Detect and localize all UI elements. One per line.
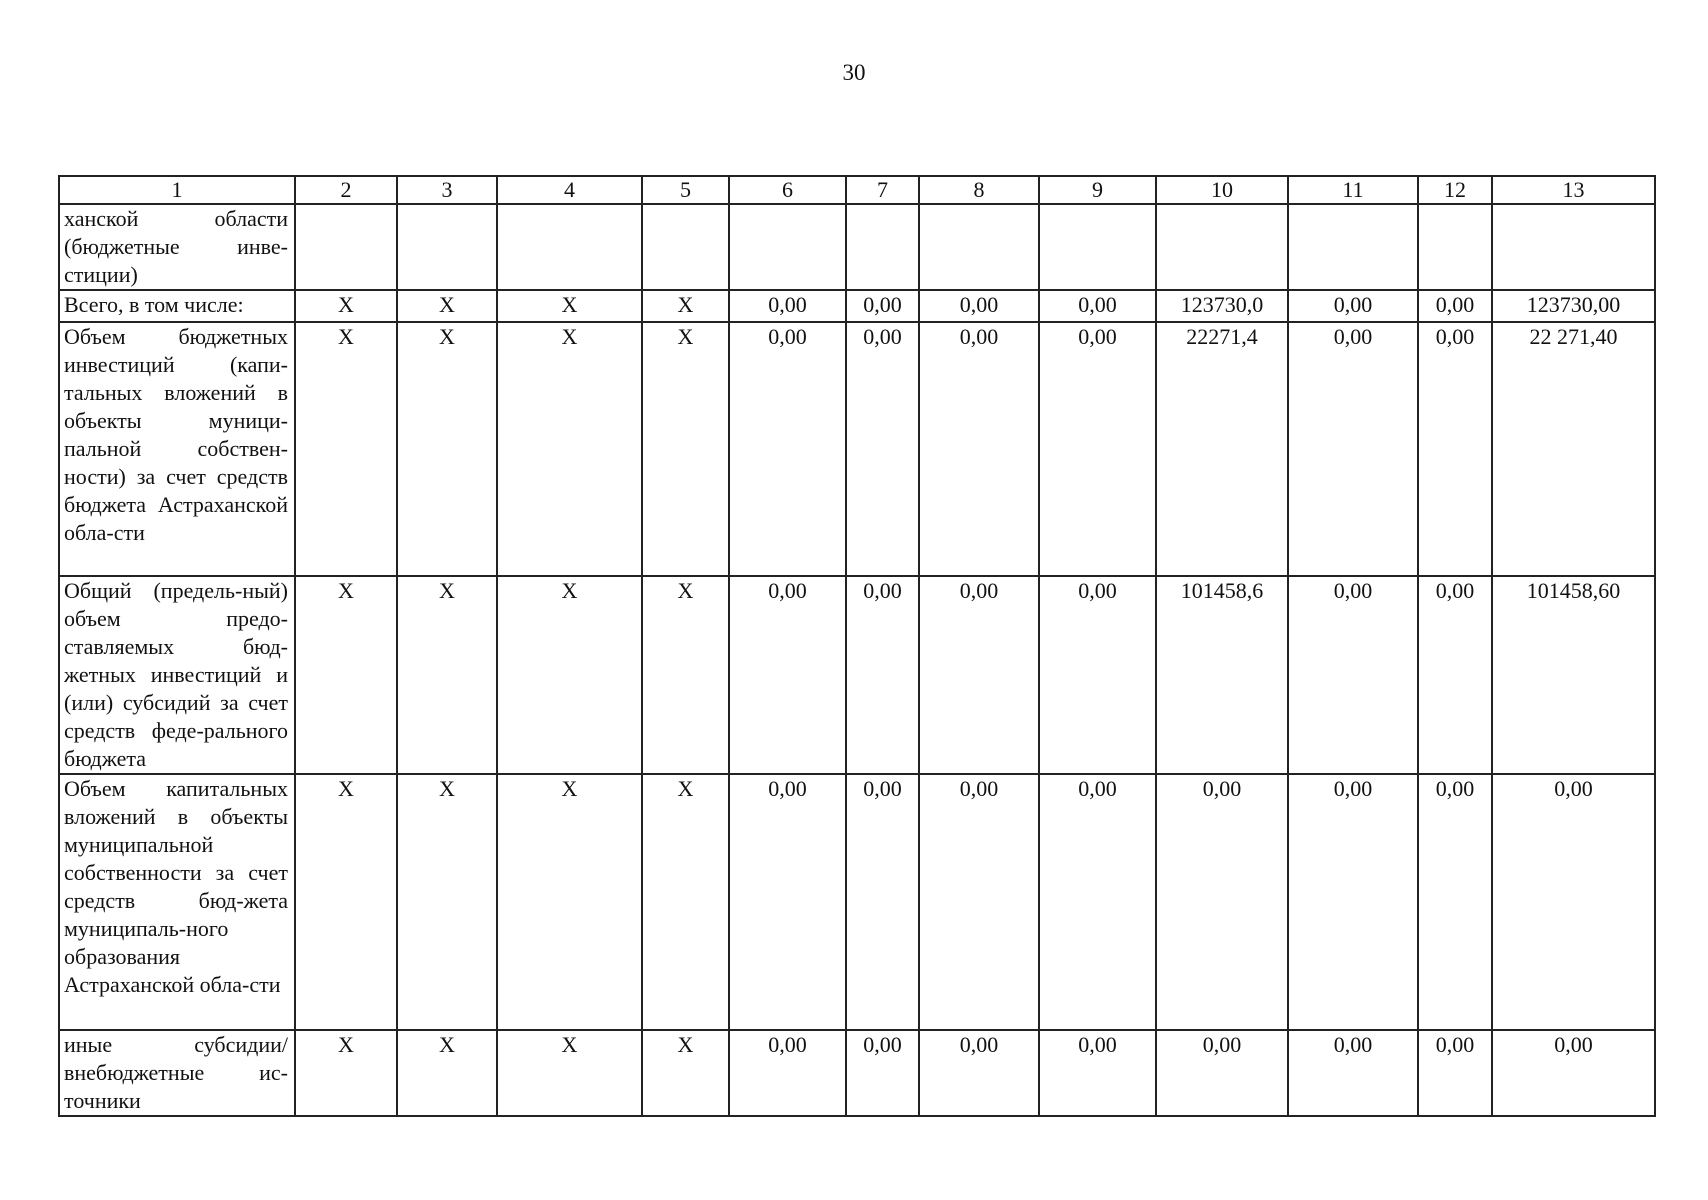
table-cell: 0,00	[846, 290, 919, 322]
table-cell: X	[295, 576, 397, 774]
table-cell	[729, 204, 846, 290]
table-cell: 22 271,40	[1492, 322, 1655, 576]
table-row	[59, 576, 1655, 774]
row-label: иные субсидии/ внебюджетные ис-точники	[59, 1030, 295, 1116]
table-cell: X	[497, 290, 642, 322]
table-cell: X	[497, 576, 642, 774]
column-header: 9	[1039, 176, 1156, 204]
page-number: 30	[842, 60, 866, 85]
table-cell: X	[642, 576, 729, 774]
table-cell: 0,00	[729, 1030, 846, 1116]
column-header: 5	[642, 176, 729, 204]
column-header: 11	[1288, 176, 1418, 204]
table-header-row	[59, 176, 1655, 204]
table-cell: 0,00	[1418, 290, 1492, 322]
column-header: 2	[295, 176, 397, 204]
table-cell	[1418, 204, 1492, 290]
table-cell: X	[295, 1030, 397, 1116]
table-cell: 0,00	[1039, 322, 1156, 576]
row-label: ханской области (бюджетные инве-стиции)	[59, 204, 295, 290]
table-cell	[295, 204, 397, 290]
table-cell: 101458,60	[1492, 576, 1655, 774]
column-header: 7	[846, 176, 919, 204]
table-cell: 0,00	[1156, 774, 1288, 1030]
table-cell: 0,00	[1039, 576, 1156, 774]
table-cell	[497, 204, 642, 290]
table-cell: 0,00	[1288, 774, 1418, 1030]
table-cell: X	[642, 290, 729, 322]
table-cell: 0,00	[846, 774, 919, 1030]
column-header: 12	[1418, 176, 1492, 204]
table-cell: X	[642, 1030, 729, 1116]
table-cell: 0,00	[919, 774, 1039, 1030]
column-header: 8	[919, 176, 1039, 204]
table-cell	[642, 204, 729, 290]
table-cell: 0,00	[1156, 1030, 1288, 1116]
table-cell: 0,00	[1418, 322, 1492, 576]
table-cell	[1039, 204, 1156, 290]
table-cell: 0,00	[1039, 1030, 1156, 1116]
table-cell: X	[295, 290, 397, 322]
table-row	[59, 1030, 1655, 1116]
table-cell	[846, 204, 919, 290]
column-header: 4	[497, 176, 642, 204]
column-header: 3	[397, 176, 497, 204]
table-cell	[919, 204, 1039, 290]
table-cell	[1288, 204, 1418, 290]
table-cell: 0,00	[846, 322, 919, 576]
table-cell: X	[497, 774, 642, 1030]
table-cell: 0,00	[1039, 774, 1156, 1030]
row-label: Объем капитальных вложений в объекты муниципальной собственности за счет средств бюд-жета муниципаль-ного образования Астраханской обла-сти	[59, 774, 295, 1030]
table-cell: 0,00	[1492, 1030, 1655, 1116]
row-label: Общий (предель-ный) объем предо-ставляемых бюд-жетных инвестиций и (или) субсидий за счет средств феде-рального бюджета	[59, 576, 295, 774]
table-cell	[1156, 204, 1288, 290]
table-cell: 0,00	[919, 322, 1039, 576]
table-cell: 22271,4	[1156, 322, 1288, 576]
table-cell: 0,00	[1288, 322, 1418, 576]
table-cell: 0,00	[1288, 290, 1418, 322]
table-cell: 0,00	[846, 1030, 919, 1116]
table-row	[59, 290, 1655, 322]
column-header: 1	[59, 176, 295, 204]
table-cell: X	[497, 1030, 642, 1116]
table-cell: 0,00	[846, 576, 919, 774]
table-cell: 0,00	[1418, 774, 1492, 1030]
table-row	[59, 774, 1655, 1030]
table-cell: 0,00	[919, 1030, 1039, 1116]
table-cell	[1492, 204, 1655, 290]
table-cell: 0,00	[1492, 774, 1655, 1030]
table-cell	[397, 204, 497, 290]
table-cell: 0,00	[729, 290, 846, 322]
column-header: 10	[1156, 176, 1288, 204]
table-cell: X	[397, 322, 497, 576]
column-header: 6	[729, 176, 846, 204]
table-cell: X	[642, 774, 729, 1030]
table-cell: 123730,0	[1156, 290, 1288, 322]
table-cell: 0,00	[729, 322, 846, 576]
table-cell: 0,00	[1418, 576, 1492, 774]
table-cell: X	[397, 1030, 497, 1116]
table-cell: 123730,00	[1492, 290, 1655, 322]
table-cell: X	[295, 322, 397, 576]
table-cell: 0,00	[729, 774, 846, 1030]
table-cell: 0,00	[1288, 1030, 1418, 1116]
table-cell: X	[397, 576, 497, 774]
table-cell: X	[642, 322, 729, 576]
table-cell: X	[397, 290, 497, 322]
row-label: Объем бюджетных инвестиций (капи-тальных вложений в объекты муници-пальной собствен-ности) за счет средств бюджета Астраханской обла-сти	[59, 322, 295, 576]
table-cell: 0,00	[729, 576, 846, 774]
table-cell: X	[497, 322, 642, 576]
table-cell: X	[397, 774, 497, 1030]
table-cell: 101458,6	[1156, 576, 1288, 774]
table-cell: X	[295, 774, 397, 1030]
table-row	[59, 204, 1655, 290]
column-header: 13	[1492, 176, 1655, 204]
budget-table	[58, 175, 1656, 1117]
table-cell: 0,00	[919, 576, 1039, 774]
table-cell: 0,00	[1288, 576, 1418, 774]
table-cell: 0,00	[919, 290, 1039, 322]
table-cell: 0,00	[1039, 290, 1156, 322]
table-row	[59, 322, 1655, 576]
table-cell: 0,00	[1418, 1030, 1492, 1116]
row-label: Всего, в том числе:	[59, 290, 295, 322]
